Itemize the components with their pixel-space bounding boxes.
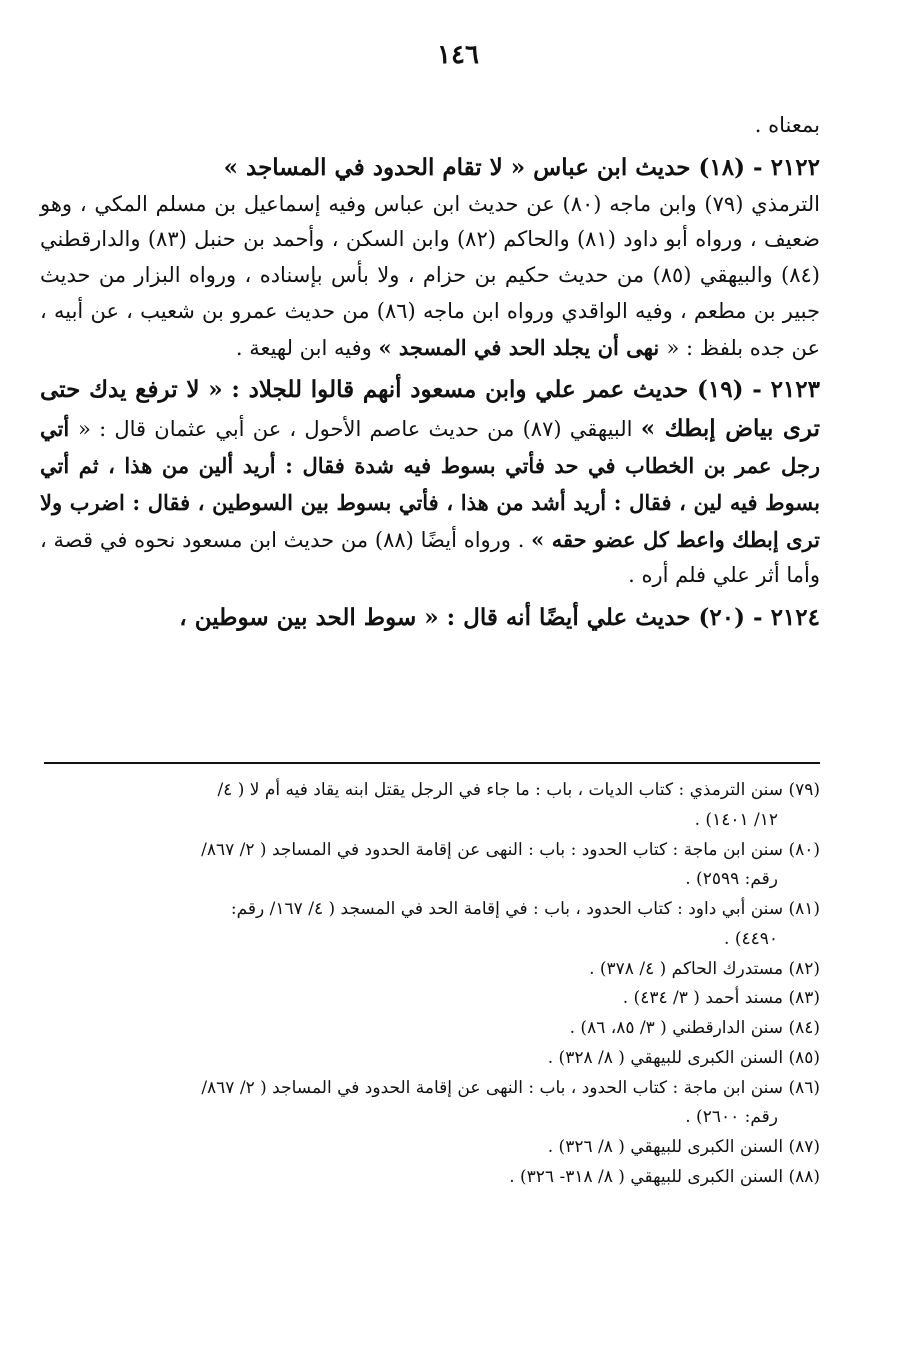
hadith-2122-body: الترمذي (٧٩) وابن ماجه (٨٠) عن حديث ابن عباس وفيه إسماعيل بن مسلم المكي ، وهو ضعيف ، ورواه أبو داود (٨١) والحاكم (٨٢) وابن السكن ، وأحمد بن حنبل (٨٣) والدارقطني (٨٤) والبيهقي (٨٥) من حديث حكيم بن حزام ، ولا بأس بإسناده ، ورواه البزار من حديث جبير بن مطعم ، وفيه الواقدي ورواه ابن ماجه (٨٦) من حديث عمرو بن شعيب ، عن أبيه ، عن جده بلفظ : «: [40, 191, 821, 360]
footnote-84: (٨٤) سنن الدارقطني ( ٣/ ٨٥، ٨٦) .: [569, 1018, 820, 1038]
hadith-2123-heading: ٢١٢٣ - (١٩) حديث عمر علي وابن مسعود أنهم قالوا للجلاد : « لا ترفع يدك حتى ترى بياض إبطك »: [40, 376, 820, 443]
hadith-2124: [40, 598, 820, 637]
hadith-2122-tail: وفيه ابن لهيعة .: [235, 335, 379, 360]
footnote-82: (٨٢) مستدرك الحاكم ( ٤/ ٣٧٨) .: [589, 958, 820, 979]
footnotes: [40, 776, 820, 1193]
hadith-2123-tail: . ورواه أيضًا (٨٨) من حديث ابن مسعود نحوه في قصة ، وأما أثر علي فلم أره .: [40, 527, 820, 588]
hadith-2123-quote: أتي رجل عمر بن الخطاب في حد فأتي بسوط فيه شدة فقال : أريد ألين من هذا ، ثم أتي بسوط فيه لين ، فقال : أريد أشد من هذا ، فأتي بسوط بين السوطين ، فقال : اضرب ولا ترى إبطك واعط كل عضو حقه »: [40, 416, 820, 552]
footnote-divider: [44, 762, 820, 764]
footnote-80: (٨٠) سنن ابن ماجة : كتاب الحدود : باب : النهى عن إقامة الحدود في المساجد ( ٢/ ٨٦٧/ رقم: ٢٥٩٩) .: [201, 839, 820, 890]
footnote-83: (٨٣) مسند أحمد ( ٣/ ٤٣٤) .: [622, 988, 820, 1009]
hadith-2122: [40, 148, 820, 367]
hadith-2124-heading: ٢١٢٤ - (٢٠) حديث علي أيضًا أنه قال : « سوط الحد بين سوطين ،: [179, 604, 820, 632]
hadith-2123: [40, 370, 820, 594]
footnote-81: (٨١) سنن أبي داود : كتاب الحدود ، باب : في إقامة الحد في المسجد ( ٤/ ١٦٧/ رقم: ٤٤٩٠) .: [230, 899, 820, 949]
footnote-79: (٧٩) سنن الترمذي : كتاب الديات ، باب : ما جاء في الرجل يقتل ابنه يقاد فيه أم لا ( ٤/ ١٢/ ١٤٠١) .: [217, 780, 820, 830]
footnote-88: (٨٨) السنن الكبرى للبيهقي ( ٨/ ٣١٨- ٣٢٦) .: [509, 1166, 820, 1187]
hadith-2122-quote: نهى أن يجلد الحد في المسجد »: [378, 334, 667, 360]
opening-line: بمعناه .: [754, 113, 820, 137]
hadith-2122-heading: ٢١٢٢ - (١٨) حديث ابن عباس « لا تقام الحدود في المساجد »: [223, 153, 820, 181]
page-number: ١٤٦: [437, 40, 479, 70]
footnote-87: (٨٧) السنن الكبرى للبيهقي ( ٨/ ٣٢٦) .: [547, 1137, 820, 1157]
footnote-85: (٨٥) السنن الكبرى للبيهقي ( ٨/ ٣٢٨) .: [547, 1047, 820, 1068]
main-text: [40, 108, 820, 641]
footnote-86: (٨٦) سنن ابن ماجة : كتاب الحدود ، باب : النهى عن إقامة الحدود في المساجد ( ٢/ ٨٦٧/ رقم: ٢٦٠٠) .: [201, 1077, 820, 1128]
hadith-2123-body: البيهقي (٨٧) من حديث عاصم الأحول ، عن أبي عثمان قال : «: [78, 417, 641, 442]
